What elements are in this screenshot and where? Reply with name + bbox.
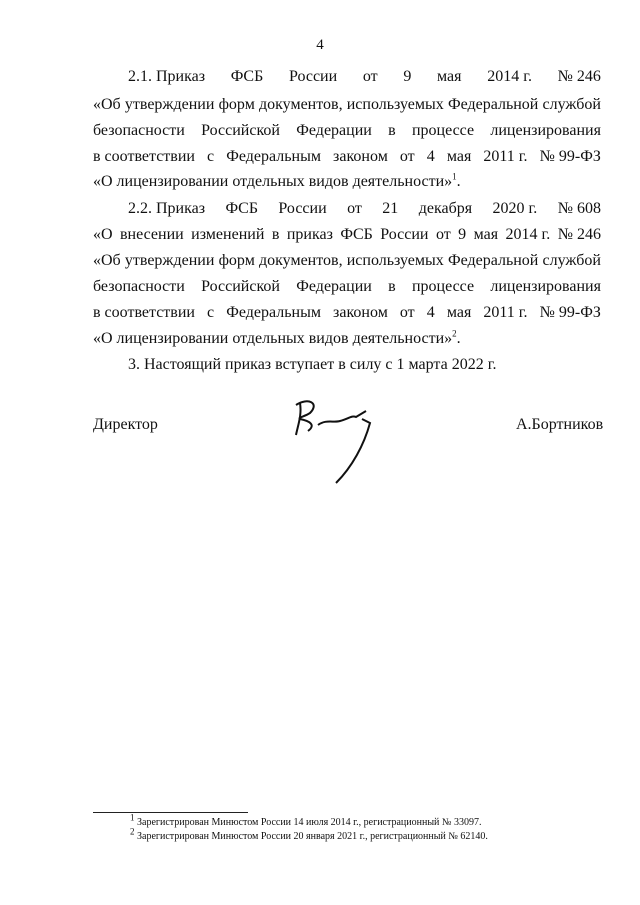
signatory-position: Директор — [93, 416, 158, 433]
item-2-1-line-5: «О лицензировании отдельных видов деятельности»$^1$. — [93, 171, 461, 190]
word: используемых — [346, 252, 444, 269]
word: № 99-ФЗ — [539, 148, 601, 165]
word: «О — [93, 226, 113, 243]
item-2-2-line-6: «О лицензировании отдельных видов деятельности»$^2$. — [93, 328, 461, 347]
word: в — [271, 226, 280, 243]
word: законом — [333, 148, 388, 165]
word: мая — [473, 226, 499, 243]
word: приказ — [286, 226, 333, 243]
word: № 246 — [557, 68, 601, 85]
word: России — [278, 200, 327, 217]
footnote-1: $^1$ Зарегистрирован Минюстом России 14 июля 2014 г., регистрационный № 33097. — [130, 812, 482, 828]
word: с — [207, 148, 215, 165]
word: декабря — [418, 200, 473, 217]
word: № 608 — [557, 200, 601, 217]
word: ФСБ — [340, 226, 373, 243]
word: России — [288, 68, 338, 85]
page-number: 4 — [316, 37, 324, 53]
word: 2014 г. — [505, 226, 551, 243]
word: изменений — [191, 226, 265, 243]
word: 2.2. Приказ — [128, 200, 206, 217]
word: 9 — [458, 226, 467, 243]
word: Федеральной — [447, 96, 539, 113]
word: Федерации — [296, 278, 372, 295]
word: 2011 г. — [483, 148, 528, 165]
footnote-ref-1: 1 — [452, 171, 457, 182]
word: ФСБ — [225, 200, 258, 217]
word: службой — [542, 96, 601, 113]
word: 21 — [382, 200, 399, 217]
footnote-ref-2: 2 — [452, 328, 457, 339]
word: процессе — [411, 278, 475, 295]
word: от — [435, 226, 451, 243]
word: «Об — [93, 96, 121, 113]
item-2-1-line-4 — [93, 148, 601, 166]
word: в — [388, 278, 396, 295]
footnote-2: $^2$ Зарегистрирован Минюстом России 20 января 2021 г., регистрационный № 62140. — [130, 826, 488, 842]
word: 2011 г. — [483, 304, 528, 321]
word: в — [388, 122, 396, 139]
word: документов, — [258, 96, 343, 113]
word: от — [399, 148, 415, 165]
word: утверждении — [124, 96, 215, 113]
word: в соответствии — [93, 304, 195, 321]
item-2-2-line-3 — [93, 252, 601, 270]
item-2-1-line-3 — [93, 122, 601, 140]
word: Федеральной — [447, 252, 539, 269]
word: лицензирования — [490, 122, 601, 139]
word: мая — [446, 148, 472, 165]
word: мая — [446, 304, 472, 321]
word: от — [347, 200, 362, 217]
word: «Об — [93, 252, 121, 269]
word: утверждении — [124, 252, 215, 269]
word: лицензирования — [490, 278, 601, 295]
word: с — [207, 304, 215, 321]
word: процессе — [411, 122, 475, 139]
handwritten-signature — [290, 395, 390, 490]
word: 2020 г. — [492, 200, 538, 217]
word: безопасности — [93, 278, 185, 295]
word: внесении — [120, 226, 184, 243]
word: в соответствии — [93, 148, 195, 165]
word: 2014 г. — [487, 68, 532, 85]
word: документов, — [258, 252, 343, 269]
word: мая — [437, 68, 462, 85]
word: форм — [218, 96, 255, 113]
item-2-1-line-2 — [93, 96, 601, 114]
word: используемых — [346, 96, 444, 113]
word: законом — [333, 304, 388, 321]
word: 9 — [403, 68, 412, 85]
word: ФСБ — [230, 68, 264, 85]
footnote-divider — [93, 812, 248, 813]
word: № 246 — [557, 226, 601, 243]
word: 2.1. Приказ — [128, 68, 206, 85]
word: форм — [218, 252, 255, 269]
item-3: 3. Настоящий приказ вступает в силу с 1 марта 2022 г. — [128, 356, 497, 373]
word: Российской — [201, 278, 280, 295]
word: 4 — [426, 304, 435, 321]
word: от — [399, 304, 415, 321]
word: службой — [542, 252, 601, 269]
item-2-2-line-2 — [93, 226, 601, 244]
item-2-2-line-5 — [93, 304, 601, 322]
word: России — [380, 226, 429, 243]
word: Федеральным — [226, 304, 321, 321]
word: безопасности — [93, 122, 185, 139]
item-2-2-line-1 — [128, 200, 601, 218]
word: Федеральным — [226, 148, 321, 165]
word: 4 — [426, 148, 435, 165]
word: от — [362, 68, 378, 85]
word: Федерации — [296, 122, 372, 139]
word: Российской — [201, 122, 280, 139]
item-2-1-line-1 — [128, 68, 601, 86]
item-2-2-line-4 — [93, 278, 601, 296]
word: № 99-ФЗ — [539, 304, 601, 321]
signatory-name: А.Бортников — [516, 416, 604, 433]
